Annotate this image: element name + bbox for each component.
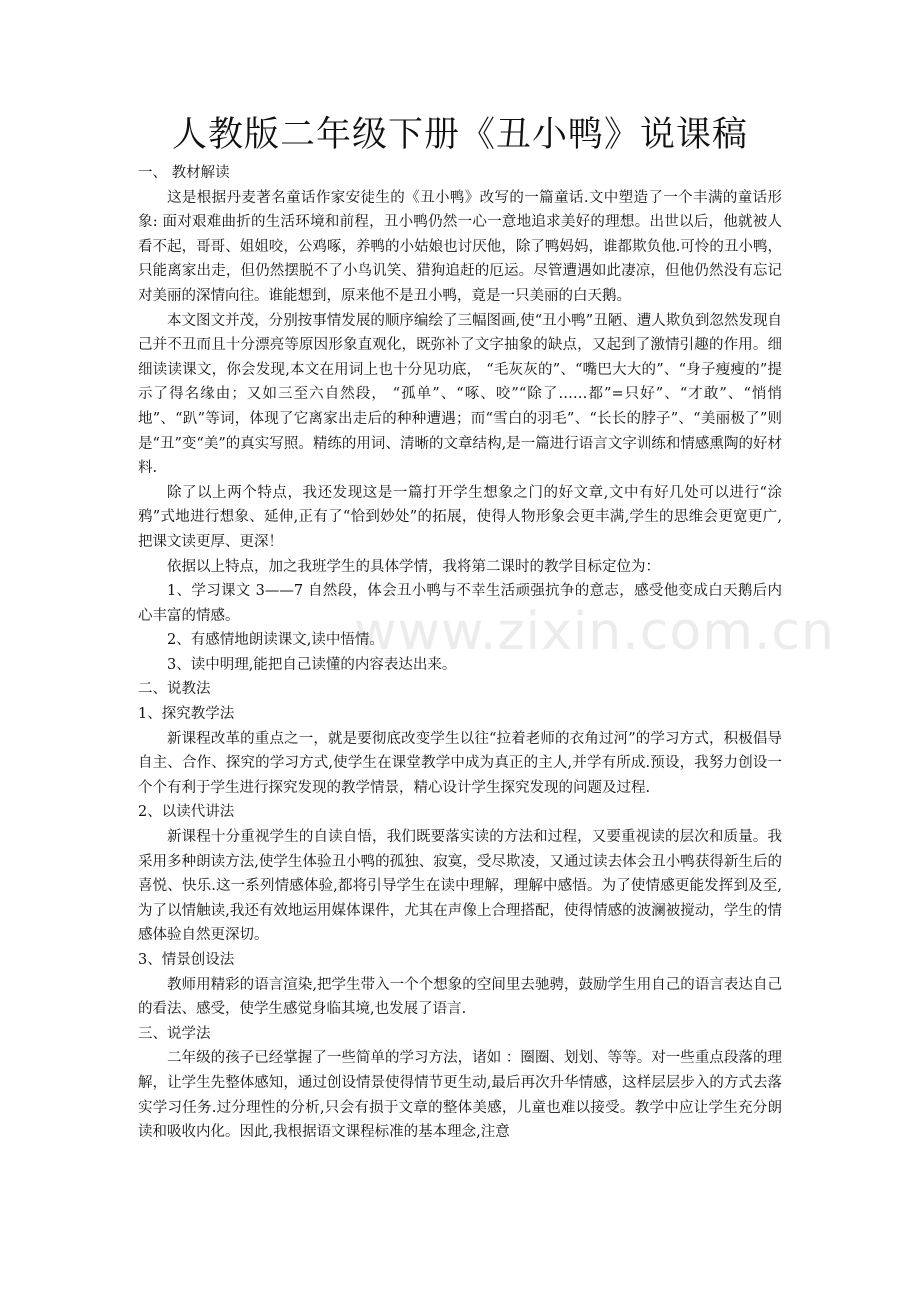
section-heading: 一、 教材解读 [138,165,230,181]
document-title: 人教版二年级下册《丑小鸭》说课稿 [171,115,748,155]
body-paragraph: 二年级的孩子已经掌握了一些简单的学习方法，诸如 ：圈圈、划划、等等。对一些重点段落的理解，让学生先整体感知，通过创设情景使得情节更生动,最后再次升华情感，这样层层步入的方式去落实学习任务.过分理性的分析,只会有损于文章的整体美感，儿童也难以接受。教学中应让学生充分朗读和吸收内化。因此,我根据语文课程标准的基本理念,注意 [138,1050,782,1141]
body-paragraph: 3、读中明理,能把自己读懂的内容表达出来。 [167,656,457,673]
body-paragraph: 2、有感情地朗读课文,读中悟情。 [167,632,384,649]
document-body [138,161,835,1145]
section-heading: 三、说学法 [138,1025,211,1042]
body-paragraph: 新课程十分重视学生的自读自悟，我们既要落实读的方法和过程，又要重视读的层次和质量。我采用多种朗读方法,使学生体验丑小鸭的孤独、寂寞，受尽欺凌，又通过读去体会丑小鸭获得新生后的喜悦、快乐.这一系列情感体验,都将引导学生在读中理解，理解中感悟。为了使情感更能发挥到及至,为了以情触读,我还有效地运用媒体课件，尤其在声像上合理搭配，使得情感的波澜被搅动，学生的情感体验自然更深切。 [138,829,782,944]
body-paragraph: 本文图文并茂，分别按事情发展的顺序编绘了三幅图画,使“丑小鸭”丑陋、遭人欺负到忽然发现自己并不丑而且十分漂亮等原因形象直观化，既弥补了文字抽象的缺点，又起到了激情引趣的作用。细细读读课文，你会发现,本文在用词上也十分见功底， “毛灰灰的”、“嘴巴大大的”、“身子瘦瘦的”提示了得名缘由；又如三至六自然段， “孤单”、“啄、咬”“除了……都”=只好”、“才敢”、“悄悄地”、“趴”等词，体现了它离家出走后的种种遭遇；而“雪白的羽毛”、“长长的脖子”、“美丽极了”则是“丑”变“美”的真实写照。精练的用词、清晰的文章结构,是一篇进行语言文字训练和情感熏陶的好材料. [138,312,782,477]
body-paragraph: 新课程改革的重点之一，就是要彻底改变学生以往“拉着老师的衣角过河”的学习方式，积极倡导自主、合作、探究的学习方式,使学生在课堂教学中成为真正的主人,并学有所成.预设，我努力创设一个个有利于学生进行探究发现的教学情景，精心设计学生探究发现的问题及过程. [138,730,782,796]
section-heading: 1、探究教学法 [138,706,235,723]
body-paragraph: 这是根据丹麦著名童话作家安徒生的《丑小鸭》改写的一篇童话.文中塑造了一个丰满的童话形象: 面对艰难曲折的生活环境和前程，丑小鸭仍然一心一意地追求美好的理想。出世以后，他就被人看不起，哥哥、姐姐咬，公鸡啄，养鸭的小姑娘也讨厌他，除了鸭妈妈，谁都欺负他.可怜的丑小鸭，只能离家出走，但仍然摆脱不了小鸟讥笑、猎狗追赶的厄运。尽管遭遇如此凄凉，但他仍然没有忘记对美丽的深情向往。谁能想到，原来他不是丑小鸭，竟是一只美丽的白天鹅。 [138,189,782,304]
body-paragraph: 除了以上两个特点，我还发现这是一篇打开学生想象之门的好文章,文中有好几处可以进行“涂鸦”式地进行想象、延伸,正有了“恰到妙处”的拓展，使得人物形象会更丰满,学生的思维会更宽更广,把课文读更厚、更深！ [138,484,782,550]
section-heading: 二、说教法 [138,681,211,698]
body-paragraph: 1、学习课文 3——7 自然段，体会丑小鸭与不幸生活顽强抗争的意志，感受他变成白天鹅后内心丰富的情感。 [138,583,782,624]
body-paragraph: 教师用精彩的语言渲染,把学生带入一个个想象的空间里去驰骋，鼓励学生用自己的语言表达自己的看法、感受，使学生感觉身临其境,也发展了语言. [138,976,782,1018]
watermark: www.zixin.com.cn [354,602,835,662]
section-heading: 2、以读代讲法 [138,804,235,821]
section-heading: 3、情景创设法 [138,952,235,968]
body-paragraph: 依据以上特点，加之我班学生的具体学情，我将第二课时的教学目标定位为： [167,558,660,575]
